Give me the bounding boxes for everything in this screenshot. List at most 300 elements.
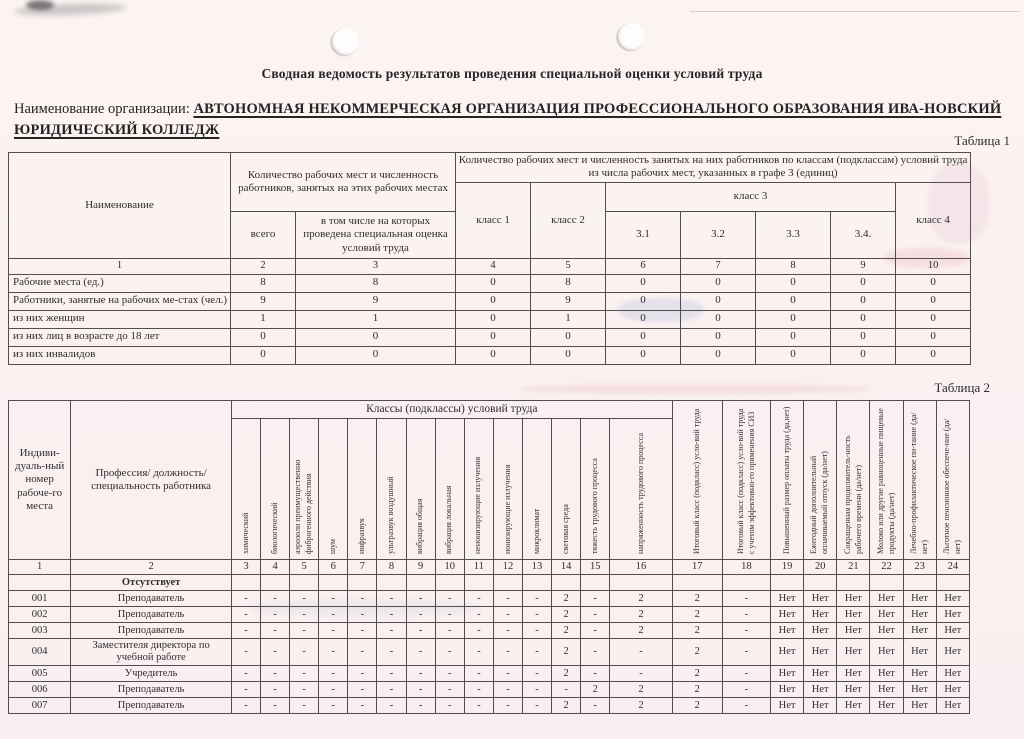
table1-subclass-header: 3.3 (756, 211, 831, 258)
table1-colnum: 1 (9, 258, 231, 274)
table1-value-cell: 0 (831, 346, 896, 364)
table2-value-cell: - (231, 639, 260, 666)
table2-value-cell: Нет (837, 666, 870, 682)
table2-value-cell: - (493, 682, 522, 698)
table2-value-cell: - (464, 682, 493, 698)
table2-value-cell: - (722, 666, 770, 682)
table2-profession-cell: Преподаватель (71, 591, 232, 607)
table2-value-cell: Нет (903, 666, 936, 682)
table1-value-cell: 0 (681, 292, 756, 310)
table1-colnum: 8 (756, 258, 831, 274)
table2-value-cell: - (261, 682, 290, 698)
punch-hole (618, 23, 645, 50)
table2-value-cell: - (523, 698, 552, 714)
table2-value-cell (319, 575, 348, 591)
table1-value-cell: 0 (456, 328, 531, 346)
table1-class2-header: класс 2 (531, 182, 606, 258)
table2-value-cell: Нет (804, 698, 837, 714)
table2-value-cell: - (348, 623, 377, 639)
table2-value-cell: - (348, 607, 377, 623)
table2-value-cell (377, 575, 406, 591)
table2-value-cell (493, 575, 522, 591)
table2-colnum: 17 (672, 560, 722, 575)
table2-value-cell: Нет (804, 623, 837, 639)
table2-value-cell: 2 (672, 607, 722, 623)
table2-value-cell: - (493, 607, 522, 623)
table2-row (9, 623, 970, 639)
table2-value-cell: - (290, 666, 319, 682)
table2-value-cell: - (319, 639, 348, 666)
table2-value-cell (936, 575, 969, 591)
table2-result-header (936, 401, 969, 560)
table2-value-cell: Нет (804, 682, 837, 698)
table1-class3-header: класс 3 (606, 182, 896, 211)
table2-value-cell: - (377, 623, 406, 639)
table2-value-cell: - (406, 623, 435, 639)
table2-value-cell (722, 575, 770, 591)
table2-factor-header (523, 419, 552, 560)
table1-colnum: 4 (456, 258, 531, 274)
table1-value-cell: 0 (606, 328, 681, 346)
table2-value-cell: Нет (804, 639, 837, 666)
table2-value-cell: - (435, 698, 464, 714)
table2-colnum: 14 (552, 560, 581, 575)
table2-factor-header (377, 419, 406, 560)
table2-result-header-label: Ежегодный дополнительный оплачиваемый отпуск (да/нет) (809, 450, 830, 554)
table2-value-cell: Нет (771, 698, 804, 714)
table1-row (9, 346, 971, 364)
table1-value-cell: 8 (231, 274, 296, 292)
table2-value-cell (804, 575, 837, 591)
table2-value-cell: - (261, 698, 290, 714)
table2-value-cell: - (464, 639, 493, 666)
table2-factor-header-label: ионизирующие излучения (502, 464, 512, 554)
table2-value-cell: Нет (837, 623, 870, 639)
table2-result-header-label: Лечебно-профилактическое пи-тание (да/нет) (908, 412, 929, 554)
scan-smudge-dark (26, 0, 54, 10)
table2-result-header (870, 401, 903, 560)
table2-workplace-num: 007 (9, 698, 71, 714)
table2-workplace-num: 004 (9, 639, 71, 666)
table1-value-cell: 8 (296, 274, 456, 292)
table2-value-cell: - (319, 682, 348, 698)
table2-value-cell: - (261, 607, 290, 623)
table2-row (9, 682, 970, 698)
table1-value-cell: 0 (681, 310, 756, 328)
table2-value-cell: Нет (936, 666, 969, 682)
table2-row (9, 698, 970, 714)
table2-value-cell: Нет (870, 607, 903, 623)
table2-factor-header (406, 419, 435, 560)
table2-value-cell: 2 (552, 698, 581, 714)
table1-value-cell: 0 (756, 328, 831, 346)
table2-value-cell: Нет (903, 607, 936, 623)
table2-value-cell: - (290, 682, 319, 698)
table1-value-cell: 0 (606, 346, 681, 364)
table2-value-cell: - (581, 666, 610, 682)
table2-value-cell: - (290, 623, 319, 639)
table2-value-cell (672, 575, 722, 591)
table2-factor-header (319, 419, 348, 560)
punch-hole (332, 28, 359, 55)
table2-result-header-label: Сокращенная продолжитель-ность рабочего времени (да/нет) (842, 435, 863, 554)
table1-value-cell: 0 (831, 274, 896, 292)
table2-value-cell: 2 (552, 666, 581, 682)
table2-colnum: 1 (9, 560, 71, 575)
table2-value-cell: - (290, 607, 319, 623)
table2-result-header (771, 401, 804, 560)
table1-colnum: 7 (681, 258, 756, 274)
table2-factor-header (610, 419, 672, 560)
table2-factor-header-label: микроклимат (531, 508, 541, 554)
table2-value-cell: Нет (903, 698, 936, 714)
table2-value-cell: Нет (804, 591, 837, 607)
table2-value-cell: - (581, 591, 610, 607)
table2-value-cell: 2 (552, 607, 581, 623)
table2-factor-header-label: ультразвук воздушный (386, 476, 396, 554)
table1-group-workplaces-header: Количество рабочих мест и численность работников, занятых на этих рабочих местах (231, 153, 456, 212)
scan-edge-line (690, 11, 1020, 12)
table1-row-label: из них инвалидов (9, 346, 231, 364)
table2-value-cell: Нет (837, 698, 870, 714)
table2-value-cell: - (435, 682, 464, 698)
table2-profession-cell: Преподаватель (71, 698, 232, 714)
table2-profession-cell: Отсутствует (71, 575, 232, 591)
table2-value-cell: Нет (804, 666, 837, 682)
table2-factor-header-label: биологический (269, 502, 279, 554)
table2-value-cell: Нет (837, 682, 870, 698)
table2-value-cell: 2 (610, 607, 672, 623)
table2-value-cell: Нет (936, 639, 969, 666)
table2-value-cell: - (348, 698, 377, 714)
table2-value-cell: - (377, 666, 406, 682)
table1-value-cell: 0 (831, 328, 896, 346)
table2-value-cell: - (435, 639, 464, 666)
table1-value-cell: 1 (296, 310, 456, 328)
table2-value-cell: Нет (804, 607, 837, 623)
table2-value-cell: Нет (936, 623, 969, 639)
table2-value-cell: - (231, 591, 260, 607)
table2-value-cell: - (493, 639, 522, 666)
table2-colnum: 9 (406, 560, 435, 575)
table2-value-cell: - (581, 698, 610, 714)
table2-value-cell: - (319, 591, 348, 607)
table2-factor-header-label: неионизирующие излучения (473, 456, 483, 554)
table2-factor-header (581, 419, 610, 560)
table2-profession-header: Профессия/ должность/ специальность работника (71, 401, 232, 560)
table2-value-cell (837, 575, 870, 591)
table1-colnum-row (9, 258, 971, 274)
table2-value-cell: Нет (870, 639, 903, 666)
table2-row (9, 666, 970, 682)
organization-label: Наименование организации: (14, 101, 190, 117)
table2-profession-cell: Преподаватель (71, 607, 232, 623)
table2-value-cell: - (319, 623, 348, 639)
table2-value-cell: Нет (771, 607, 804, 623)
table2-value-cell: - (722, 698, 770, 714)
table2-factor-header (231, 419, 260, 560)
table2-value-cell: 2 (552, 591, 581, 607)
table2-value-cell: - (406, 698, 435, 714)
table2-value-cell: Нет (870, 698, 903, 714)
table2-factor-header (261, 419, 290, 560)
table2-value-cell: - (464, 666, 493, 682)
table1-value-cell: 0 (456, 292, 531, 310)
table1-value-cell: 0 (606, 310, 681, 328)
table1-value-cell: 0 (756, 346, 831, 364)
table2-value-cell: - (581, 639, 610, 666)
table1-value-cell: 0 (896, 292, 971, 310)
table1-value-cell: 0 (896, 274, 971, 292)
table2-factor-header (552, 419, 581, 560)
table2-value-cell: - (722, 591, 770, 607)
table1-value-cell: 0 (831, 292, 896, 310)
table2-value-cell: 2 (610, 682, 672, 698)
table2-colnum: 16 (610, 560, 672, 575)
table2-value-cell (231, 575, 260, 591)
table1-value-cell: 0 (756, 274, 831, 292)
table2-colnum: 21 (837, 560, 870, 575)
table2-value-cell: 2 (672, 623, 722, 639)
table2-factor-header-label: напряженность трудового процесса (635, 432, 645, 554)
table1-value-cell: 0 (456, 310, 531, 328)
table2-value-cell: - (523, 591, 552, 607)
table2-value-cell: 2 (672, 682, 722, 698)
table2-workplaces (8, 400, 970, 714)
table2-value-cell: - (377, 591, 406, 607)
table2-value-cell: - (261, 623, 290, 639)
table2-colnum: 23 (903, 560, 936, 575)
table2-factor-header-label: шум (327, 538, 337, 554)
table2-value-cell: - (464, 698, 493, 714)
table2-colnum: 15 (581, 560, 610, 575)
table2-value-cell: - (231, 607, 260, 623)
table2-value-cell: - (581, 623, 610, 639)
table2-value-cell: 2 (672, 639, 722, 666)
table2-value-cell: 2 (552, 623, 581, 639)
table2-value-cell: Нет (870, 591, 903, 607)
table2-value-cell: - (348, 666, 377, 682)
table2-value-cell: - (552, 682, 581, 698)
table1-assessed-header: в том числе на которых проведена специальная оценка условий труда (296, 211, 456, 258)
table2-colnum: 19 (771, 560, 804, 575)
table2-classes-group-header: Классы (подклассы) условий труда (231, 401, 672, 419)
table1-value-cell: 0 (606, 274, 681, 292)
table2-value-cell: - (464, 591, 493, 607)
table2-value-cell: Нет (771, 639, 804, 666)
table1-value-cell: 0 (681, 274, 756, 292)
table2-value-cell (435, 575, 464, 591)
table2-value-cell: - (406, 639, 435, 666)
table2-factor-header (464, 419, 493, 560)
table1-value-cell: 1 (531, 310, 606, 328)
table2-profession-cell: Учредитель (71, 666, 232, 682)
table2-workplace-id-header: Индиви-дуаль-ный номер рабоче-го места (9, 401, 71, 560)
table1-value-cell: 0 (231, 328, 296, 346)
table2-colnum: 6 (319, 560, 348, 575)
table2-value-cell: - (493, 666, 522, 682)
table2-value-cell: - (610, 639, 672, 666)
table2-value-cell: - (435, 591, 464, 607)
table1-row-label: из них лиц в возрасте до 18 лет (9, 328, 231, 346)
table2-value-cell: Нет (870, 623, 903, 639)
table2-value-cell: Нет (837, 607, 870, 623)
table2-colnum: 13 (523, 560, 552, 575)
table1-value-cell: 0 (896, 346, 971, 364)
table2-value-cell: - (722, 607, 770, 623)
table2-value-cell: - (290, 698, 319, 714)
table2-value-cell: Нет (837, 639, 870, 666)
table2-top-row (9, 401, 970, 419)
table2-value-cell: - (493, 623, 522, 639)
ink-bleed-ghost (520, 384, 870, 394)
table2-value-cell: - (722, 623, 770, 639)
table2-colnum: 10 (435, 560, 464, 575)
table2-value-cell (261, 575, 290, 591)
table2-value-cell: - (610, 666, 672, 682)
table2-value-cell: Нет (870, 666, 903, 682)
table2-result-header (837, 401, 870, 560)
table2-value-cell: 2 (552, 639, 581, 666)
table1-total-header: всего (231, 211, 296, 258)
table2-value-cell: - (523, 682, 552, 698)
table2-value-cell: - (231, 666, 260, 682)
table1-header-row-groups (9, 153, 971, 183)
table2-value-cell (870, 575, 903, 591)
table1-value-cell: 8 (531, 274, 606, 292)
table1-value-cell: 0 (756, 310, 831, 328)
table2-value-cell: - (722, 682, 770, 698)
table2-result-header (672, 401, 722, 560)
table2-value-cell: - (319, 607, 348, 623)
table1-value-cell: 0 (296, 328, 456, 346)
table1-value-cell: 0 (896, 310, 971, 328)
table1-row (9, 310, 971, 328)
table2-result-header (804, 401, 837, 560)
table1-name-header: Наименование (9, 153, 231, 259)
table2-value-cell: - (261, 666, 290, 682)
table2-value-cell: - (435, 623, 464, 639)
table2-value-cell: - (319, 698, 348, 714)
table1-header (9, 153, 971, 275)
table2-value-cell: Нет (837, 591, 870, 607)
table2-value-cell: 2 (581, 682, 610, 698)
table2-value-cell: - (377, 682, 406, 698)
table2-factor-header-label: вибрация общая (415, 498, 425, 554)
table2-header (9, 401, 970, 575)
table1-value-cell: 0 (681, 346, 756, 364)
table2-value-cell: - (406, 666, 435, 682)
table2-workplace-num (9, 575, 71, 591)
table2-value-cell: - (377, 607, 406, 623)
table2-value-cell: Нет (936, 607, 969, 623)
table2-value-cell: - (406, 607, 435, 623)
table2-value-cell: - (435, 666, 464, 682)
table1-group-classes-header: Количество рабочих мест и численность занятых на них работников по классам (подклассам) условий труда из числа рабочих мест, указанных в графе 3 (единиц) (456, 153, 971, 183)
table1-row-label: из них женщин (9, 310, 231, 328)
table2-factor-header-label: химический (240, 512, 250, 554)
table2-value-cell: Нет (771, 682, 804, 698)
table2-result-header (722, 401, 770, 560)
table2-factor-header (493, 419, 522, 560)
table2-colnum: 7 (348, 560, 377, 575)
table1-body (9, 274, 971, 364)
table2-value-cell: - (523, 666, 552, 682)
table2-colnum: 2 (71, 560, 232, 575)
table2-value-cell: 2 (610, 591, 672, 607)
table1-class4-header: класс 4 (896, 182, 971, 258)
table2-value-cell: 2 (672, 666, 722, 682)
table2-value-cell: 2 (672, 698, 722, 714)
table1-colnum: 10 (896, 258, 971, 274)
table2-value-cell: - (348, 682, 377, 698)
table2-value-cell (523, 575, 552, 591)
table2-colnum: 4 (261, 560, 290, 575)
table2-value-cell: Нет (903, 623, 936, 639)
table2-value-cell: - (261, 591, 290, 607)
table2-value-cell: - (348, 639, 377, 666)
page-title: Сводная ведомость результатов проведения специальной оценки условий труда (261, 66, 763, 81)
table2-result-header-label: Молоко или другие равноценные пищевые продукты (да/нет) (875, 407, 896, 554)
table1-value-cell: 0 (456, 346, 531, 364)
table2-value-cell: Нет (870, 682, 903, 698)
table2-row (9, 591, 970, 607)
table2-body (9, 575, 970, 714)
table2-value-cell: Нет (771, 666, 804, 682)
table2-result-header-label: Повышенный размер оплаты труда (да,нет) (781, 406, 791, 554)
table2-value-cell: - (464, 623, 493, 639)
table2-factor-header-label: инфразвук (357, 517, 366, 554)
table1-colnum: 6 (606, 258, 681, 274)
table1-value-cell: 0 (456, 274, 531, 292)
table2-colnum: 8 (377, 560, 406, 575)
table2-row (9, 607, 970, 623)
table2-caption: Таблица 2 (934, 380, 990, 395)
table2-workplace-num: 001 (9, 591, 71, 607)
table2-result-header (903, 401, 936, 560)
table2-factor-header (435, 419, 464, 560)
table2-value-cell: Нет (903, 639, 936, 666)
table2-value-cell: - (348, 591, 377, 607)
table2-factor-header-label: тяжесть трудового процесса (589, 457, 599, 554)
table2-colnum: 24 (936, 560, 969, 575)
table1-subclass-header: 3.4. (831, 211, 896, 258)
table2-factor-header (348, 419, 377, 560)
table1-value-cell: 0 (231, 346, 296, 364)
table1-value-cell: 0 (681, 328, 756, 346)
table2-value-cell: Нет (936, 698, 969, 714)
table2-value-cell (406, 575, 435, 591)
table2-value-cell: - (435, 607, 464, 623)
table2-value-cell: - (377, 639, 406, 666)
table1-value-cell: 9 (531, 292, 606, 310)
table2-value-cell: Нет (903, 591, 936, 607)
table2-value-cell: - (406, 682, 435, 698)
table1-row (9, 328, 971, 346)
table2-value-cell: - (290, 591, 319, 607)
table2-value-cell: - (722, 639, 770, 666)
table2-factor-header-label: аэрозоли преимущественно фиброгенного действия (293, 459, 314, 554)
table1-value-cell: 0 (531, 346, 606, 364)
table2-colnum: 5 (290, 560, 319, 575)
table1-colnum: 3 (296, 258, 456, 274)
table2-value-cell: - (523, 607, 552, 623)
table2-profession-cell: Преподаватель (71, 623, 232, 639)
table1-row (9, 274, 971, 292)
table2-value-cell: - (377, 698, 406, 714)
table1-value-cell: 0 (606, 292, 681, 310)
table1-value-cell: 0 (531, 328, 606, 346)
